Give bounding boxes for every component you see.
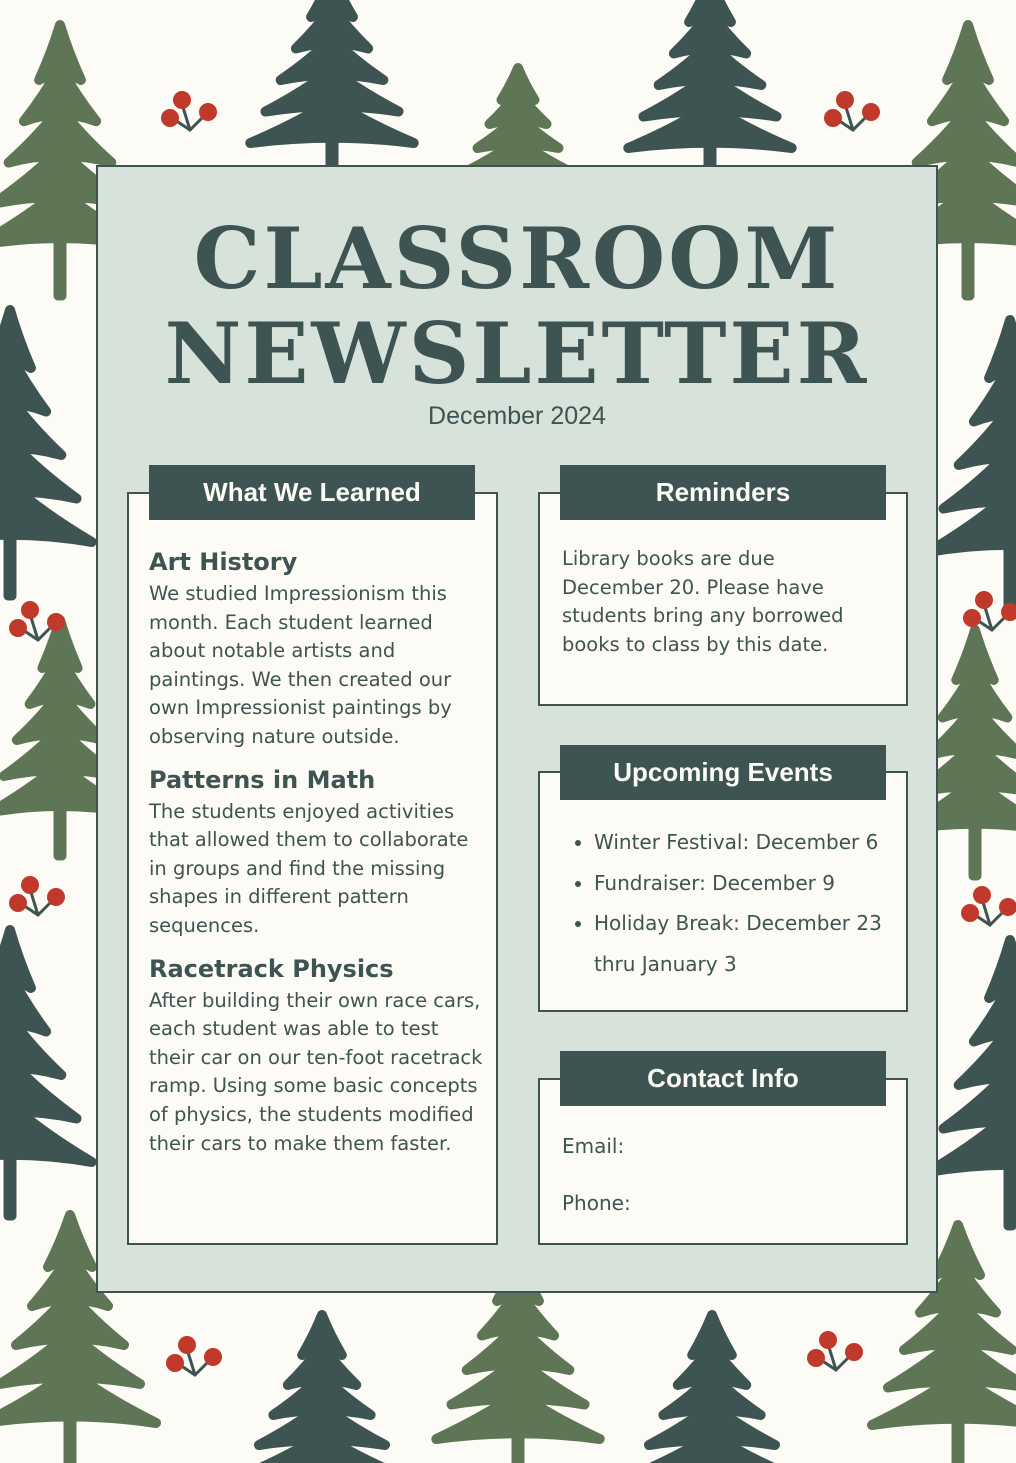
reminders-heading: Reminders [560, 465, 886, 520]
section-text-patterns-in-math: The students enjoyed activities that allowed them to collaborate in groups and find the missing shapes in different pattern sequences. [149, 799, 469, 937]
learned-section [149, 951, 484, 1159]
learned-section [149, 762, 484, 941]
pine-tree-icon [0, 310, 92, 600]
events-heading: Upcoming Events [560, 745, 886, 800]
pine-tree-icon [628, 0, 791, 190]
event-item: • Holiday Break: December 23 thru January 3 [594, 903, 898, 984]
event-item: • Fundraiser: December 9 [594, 863, 898, 904]
berry-icon [961, 886, 1016, 925]
learned-section [149, 544, 484, 752]
section-title-patterns-in-math: Patterns in Math [149, 765, 376, 794]
contact-heading: Contact Info [560, 1051, 886, 1106]
event-item: • Winter Festival: December 6 [594, 822, 898, 863]
berry-icon [161, 91, 217, 130]
pine-tree-icon [0, 930, 92, 1220]
section-title-art-history: Art History [149, 548, 298, 576]
section-title-racetrack-physics: Racetrack Physics [149, 954, 394, 983]
pine-tree-icon [635, 1315, 790, 1463]
title-line-1: CLASSROOM [193, 209, 841, 308]
pine-tree-icon [928, 940, 1016, 1230]
issue-date: December 2024 [428, 402, 606, 430]
section-text-racetrack-physics: After building their own race cars, each student was able to test their car on our ten-foot racetrack ramp. Using some basic concepts of physics, the students modified their cars to make them faster. [149, 988, 483, 1155]
events-list [562, 822, 898, 984]
title-line-2: NEWSLETTER [164, 304, 870, 403]
pine-tree-icon [250, 0, 413, 185]
learned-heading: What We Learned [149, 465, 475, 520]
berry-icon [9, 876, 65, 915]
section-text-art-history: We studied Impressionism this month. Each student learned about notable artists and paintings. We then created our own Impressionist paintings by observing nature outside. [149, 582, 452, 748]
berry-icon [824, 91, 880, 130]
learned-body [149, 544, 484, 1168]
berry-icon [166, 1336, 222, 1375]
pine-tree-icon [928, 320, 1016, 610]
reminders-text: Library books are due December 20. Please have students bring any borrowed books to class by this date. [562, 547, 844, 656]
berry-icon [807, 1331, 863, 1370]
pine-tree-icon [245, 1315, 400, 1463]
phone-label: Phone: [562, 1191, 631, 1215]
email-label: Email: [562, 1134, 625, 1158]
